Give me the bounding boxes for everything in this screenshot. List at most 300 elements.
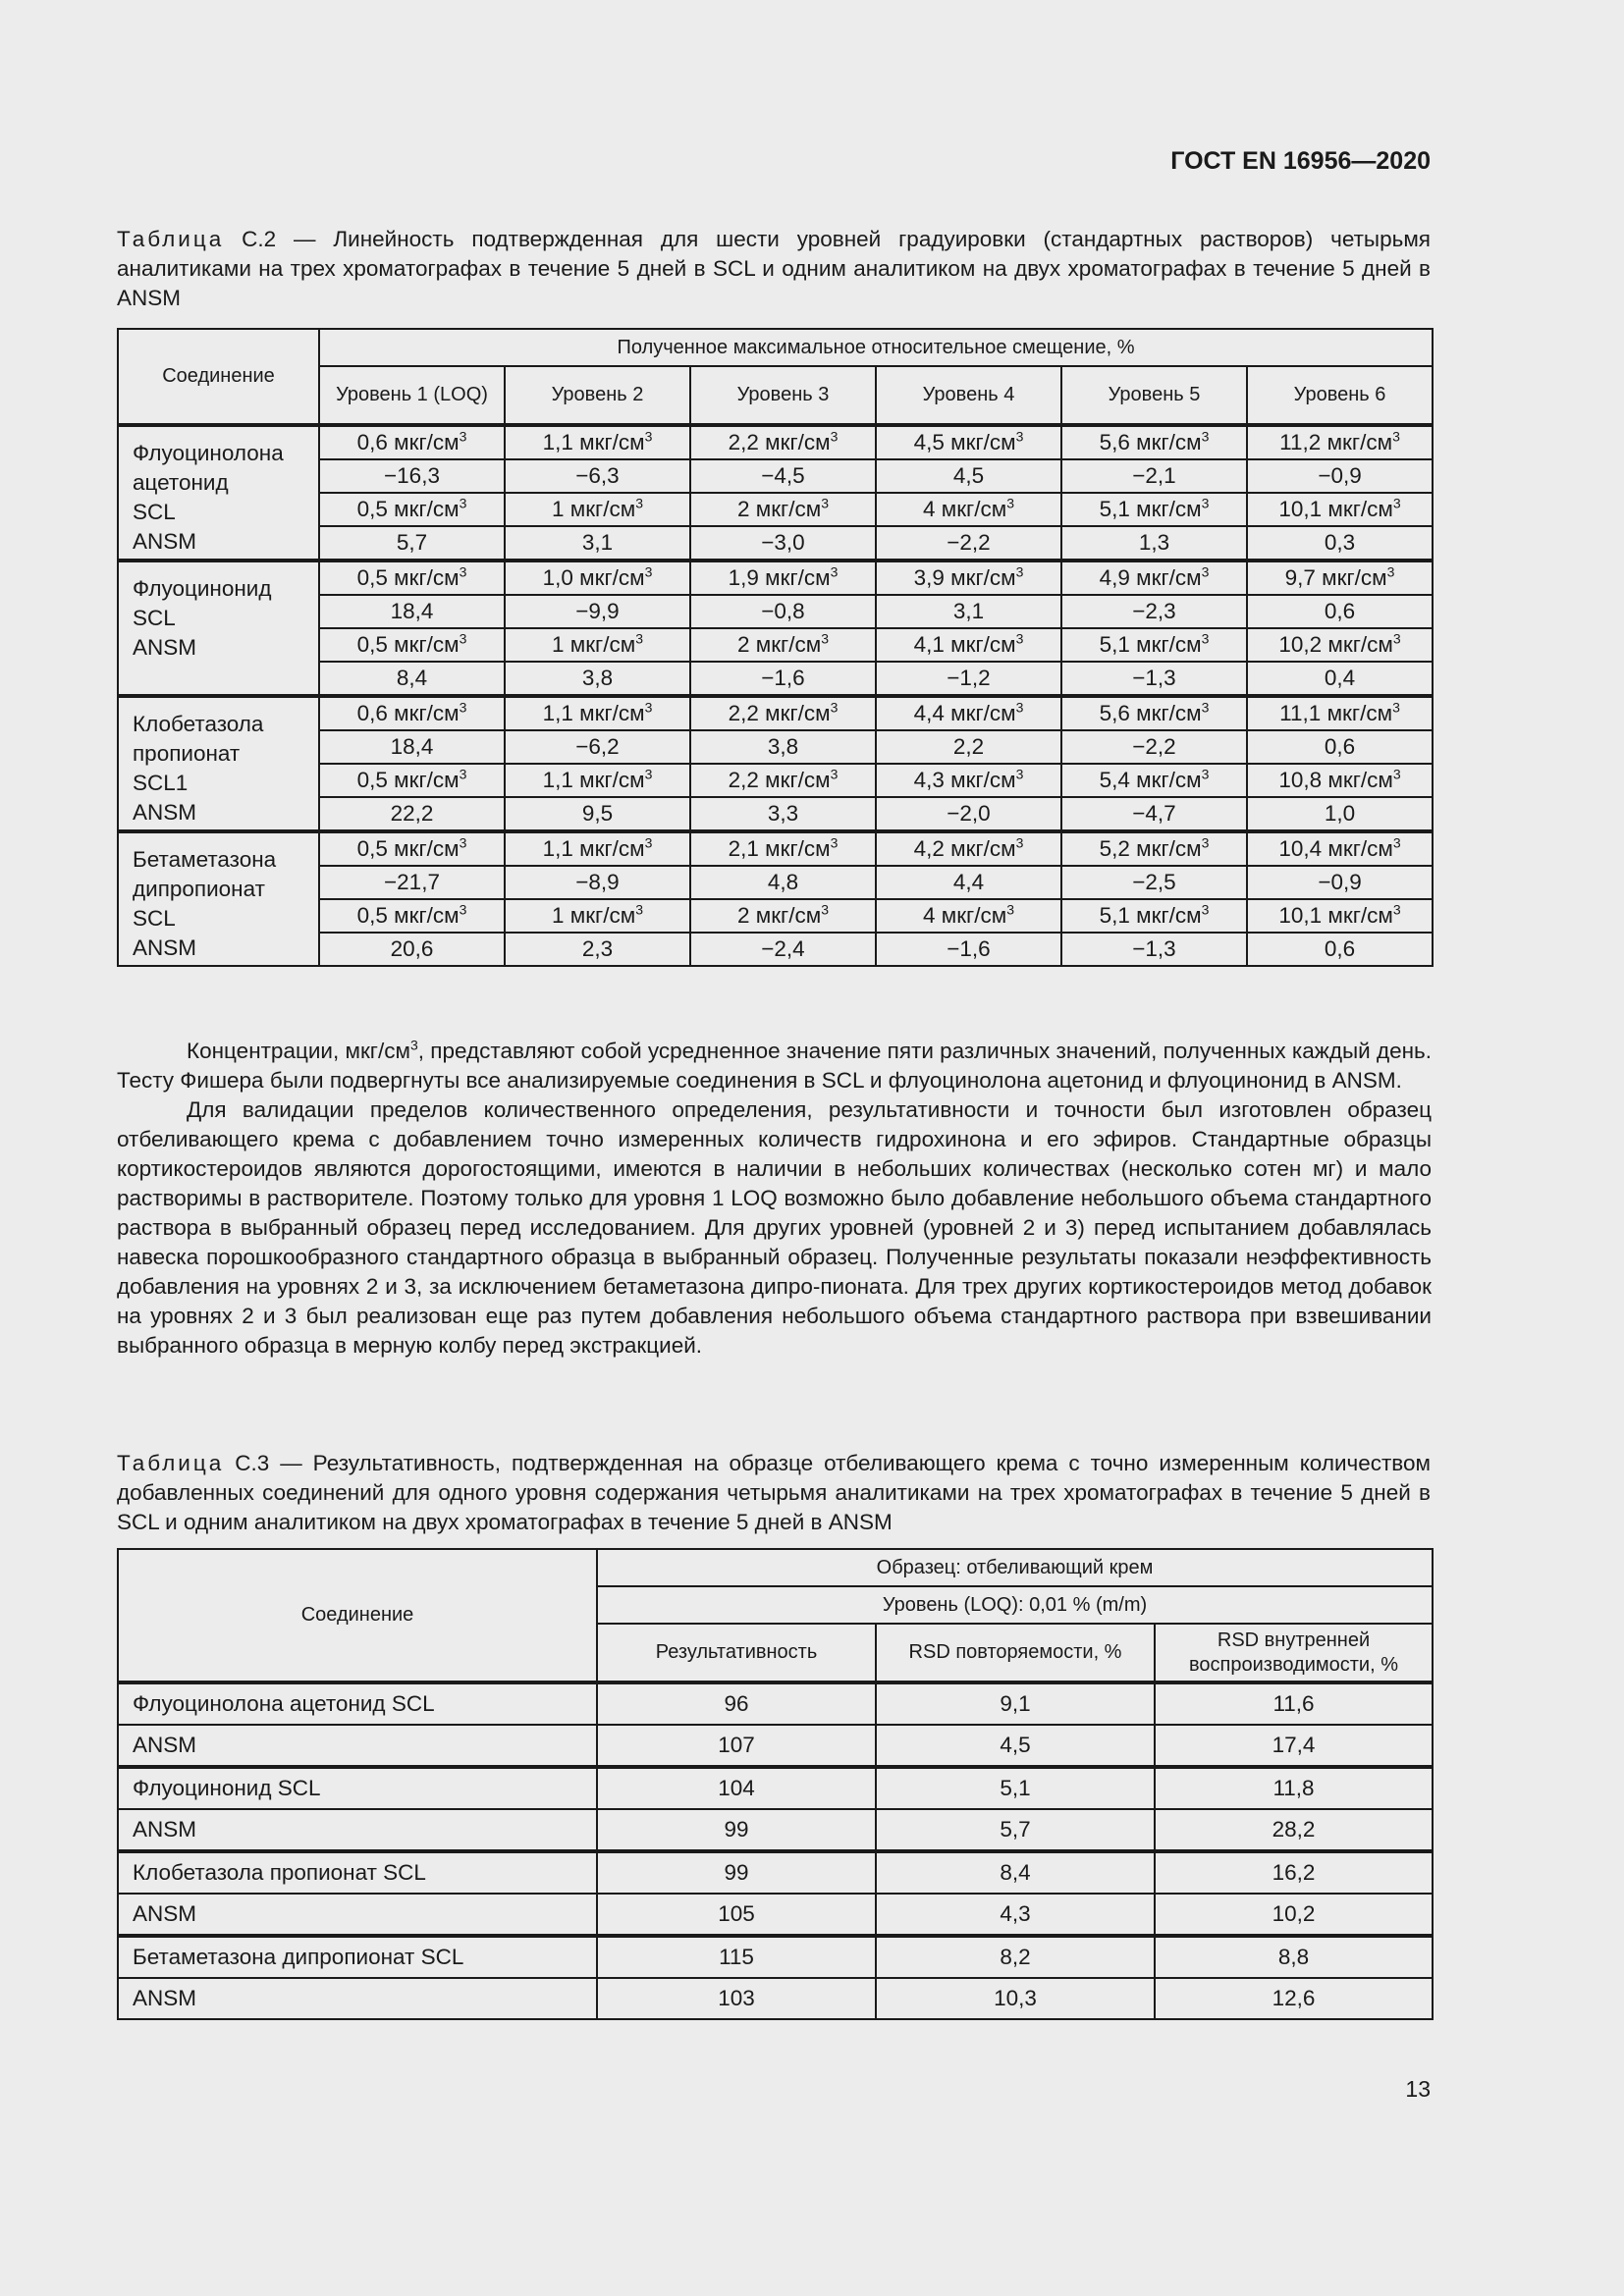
table2-rsd-reproducibility-header <box>1155 1624 1433 1682</box>
unit-exponent: 3 <box>1392 766 1401 782</box>
cell-value: −1,2 <box>947 666 991 690</box>
table1-row <box>118 561 1433 595</box>
unit-exponent: 3 <box>635 901 644 918</box>
concentration-cell <box>1061 696 1247 730</box>
concentration-cell <box>505 831 690 866</box>
table1-row <box>118 696 1433 730</box>
cell-value: 22,2 <box>390 801 434 826</box>
concentration-cell <box>876 561 1061 595</box>
unit-exponent: 3 <box>635 495 644 511</box>
bias-cell <box>1061 459 1247 493</box>
bias-cell <box>876 797 1061 831</box>
unit-label: мкг/см <box>755 903 822 928</box>
cell-value: 10,2 <box>1278 632 1323 657</box>
bias-cell <box>690 459 876 493</box>
cell-value: 1,9 <box>728 565 759 590</box>
concentration-cell <box>690 425 876 459</box>
cell-value: 0,6 <box>1324 734 1356 759</box>
bias-cell <box>690 797 876 831</box>
table2-caption <box>117 1449 1431 1537</box>
value-cell: 99 <box>597 1809 876 1851</box>
unit-exponent: 3 <box>1392 630 1401 647</box>
bias-cell <box>505 662 690 696</box>
unit-label: мкг/см <box>1136 903 1202 928</box>
concentration-cell <box>1061 764 1247 797</box>
concentration-cell <box>876 764 1061 797</box>
compound-name-line: SCL1 <box>133 771 189 795</box>
bias-cell <box>1247 595 1433 628</box>
cell-value: 1 <box>551 632 565 657</box>
bias-cell <box>1061 595 1247 628</box>
cell-value: −2,2 <box>1132 734 1176 759</box>
concentration-cell <box>505 425 690 459</box>
unit-label: мкг/см <box>394 430 460 454</box>
table2-sample-header: Образец: отбеливающий крем <box>597 1549 1433 1586</box>
value-cell: 9,1 <box>876 1682 1155 1725</box>
bias-cell <box>690 730 876 764</box>
compound-name-cell <box>118 696 319 831</box>
bias-cell <box>1247 797 1433 831</box>
bias-cell <box>1061 730 1247 764</box>
unit-exponent: 3 <box>1201 766 1210 782</box>
unit-label: мкг/см <box>765 430 831 454</box>
unit-label: мкг/см <box>1322 565 1387 590</box>
bias-cell <box>505 797 690 831</box>
bias-cell <box>319 526 505 561</box>
bias-cell <box>1247 526 1433 561</box>
unit-label: мкг/см <box>579 836 645 861</box>
concentration-cell <box>505 561 690 595</box>
rsd-header-line: воспроизводимости, % <box>1189 1653 1398 1676</box>
unit-label: мкг/см <box>394 768 460 792</box>
bias-cell <box>876 459 1061 493</box>
compound-name-line: Флуоцинолона <box>133 441 284 465</box>
unit-label: мкг/см <box>394 701 460 725</box>
cell-value: −4,5 <box>761 463 805 488</box>
unit-label: мкг/см <box>569 497 636 521</box>
bias-cell <box>690 933 876 966</box>
value-cell: 115 <box>597 1936 876 1978</box>
concentration-cell <box>505 628 690 662</box>
compound-name-cell <box>118 561 319 696</box>
cell-value: 1 <box>551 903 565 928</box>
unit-label: мкг/см <box>1136 768 1202 792</box>
bias-cell <box>505 459 690 493</box>
concentration-cell <box>1247 696 1433 730</box>
unit-label: мкг/см <box>394 632 460 657</box>
bias-cell <box>505 526 690 561</box>
cell-value: 11,1 <box>1279 701 1322 725</box>
bias-cell <box>505 933 690 966</box>
unit-exponent: 3 <box>644 766 653 782</box>
table2-level-header: Уровень (LOQ): 0,01 % (m/m) <box>597 1586 1433 1624</box>
cell-value: 11,2 <box>1279 430 1322 454</box>
unit-label: мкг/см <box>950 836 1016 861</box>
bias-cell <box>876 933 1061 966</box>
rsd-header-line: RSD внутренней <box>1217 1629 1371 1651</box>
unit-label: мкг/см <box>941 497 1007 521</box>
unit-label: мкг/см <box>765 565 831 590</box>
table2-compound-header: Соединение <box>118 1549 597 1682</box>
unit-exponent: 3 <box>1015 834 1024 851</box>
table1-level-header: Уровень 1 (LOQ) <box>319 366 505 425</box>
compound-name-cell <box>118 831 319 966</box>
cell-value: −2,2 <box>947 530 991 555</box>
compound-name-cell <box>118 425 319 561</box>
bias-cell <box>876 595 1061 628</box>
cell-value: −2,1 <box>1132 463 1176 488</box>
table2-rsd-repeatability-header: RSD повторяемости, % <box>876 1624 1155 1682</box>
unit-exponent: 3 <box>830 428 839 445</box>
unit-label: мкг/см <box>394 903 460 928</box>
cell-value: 2 <box>736 632 750 657</box>
compound-name-line: Клобетазола <box>133 712 264 736</box>
unit-label: мкг/см <box>579 565 645 590</box>
cell-value: −1,3 <box>1132 936 1176 961</box>
concentration-cell <box>319 493 505 526</box>
bias-cell <box>690 526 876 561</box>
cell-value: −16,3 <box>384 463 440 488</box>
unit-label: мкг/см <box>1136 430 1202 454</box>
cell-value: −0,8 <box>761 599 805 623</box>
unit-exponent: 3 <box>830 834 839 851</box>
unit-label: мкг/см <box>755 632 822 657</box>
unit-exponent: 3 <box>459 495 467 511</box>
compound-name-line: пропионат <box>133 741 241 766</box>
cell-value: −3,0 <box>761 530 805 555</box>
unit-exponent: 3 <box>1006 901 1015 918</box>
concentration-cell <box>1247 831 1433 866</box>
unit-label: мкг/см <box>394 836 460 861</box>
cell-value: 5,1 <box>1099 903 1130 928</box>
unit-label: мкг/см <box>1327 903 1393 928</box>
bias-cell <box>1061 526 1247 561</box>
value-cell: 5,7 <box>876 1809 1155 1851</box>
compound-name-line: Флуоцинонид <box>133 576 272 601</box>
cell-value: 2 <box>736 497 750 521</box>
bias-cell <box>1247 933 1433 966</box>
unit-exponent: 3 <box>644 428 653 445</box>
unit-label: мкг/см <box>1327 768 1393 792</box>
unit-exponent: 3 <box>1201 901 1210 918</box>
unit-label: мкг/см <box>394 497 460 521</box>
value-cell: 8,2 <box>876 1936 1155 1978</box>
cell-value: 3,9 <box>913 565 945 590</box>
unit-exponent: 3 <box>1392 428 1400 445</box>
table2-row <box>118 1936 1433 1978</box>
unit-exponent: 3 <box>1201 563 1210 580</box>
cell-value: 0,4 <box>1324 666 1356 690</box>
table1-level-header: Уровень 2 <box>505 366 690 425</box>
cell-value: 1,1 <box>542 430 573 454</box>
concentration-cell <box>505 493 690 526</box>
value-cell: 4,5 <box>876 1725 1155 1767</box>
cell-value: 10,4 <box>1278 836 1323 861</box>
value-cell: 10,2 <box>1155 1894 1433 1936</box>
cell-value: 3,8 <box>767 734 799 759</box>
table1-row <box>118 425 1433 459</box>
unit-exponent: 3 <box>644 699 653 716</box>
value-cell: 96 <box>597 1682 876 1725</box>
concentration-cell <box>319 831 505 866</box>
cell-value: 2,2 <box>728 768 759 792</box>
bias-cell <box>319 933 505 966</box>
concentration-cell <box>1061 628 1247 662</box>
concentration-cell <box>1247 493 1433 526</box>
cell-value: −4,7 <box>1132 801 1176 826</box>
cell-value: 10,1 <box>1278 497 1323 521</box>
unit-label: мкг/см <box>1136 497 1202 521</box>
concentration-cell <box>876 831 1061 866</box>
table1-level-header: Уровень 5 <box>1061 366 1247 425</box>
cell-value: 0,5 <box>356 632 388 657</box>
compound-name-line: SCL <box>133 906 176 931</box>
cell-value: −0,9 <box>1318 870 1362 894</box>
bias-cell <box>1247 459 1433 493</box>
value-cell: 99 <box>597 1851 876 1894</box>
table1-caption-label: Таблица <box>117 227 225 251</box>
cell-value: 5,2 <box>1099 836 1130 861</box>
cell-value: 1,1 <box>542 701 573 725</box>
unit-label: мкг/см <box>1327 836 1393 861</box>
cell-value: 10,8 <box>1278 768 1323 792</box>
concentration-cell <box>1247 561 1433 595</box>
bias-cell <box>319 866 505 899</box>
bias-cell <box>1061 866 1247 899</box>
value-cell: 11,6 <box>1155 1682 1433 1725</box>
concentration-cell <box>1061 561 1247 595</box>
bias-cell <box>319 662 505 696</box>
unit-label: мкг/см <box>569 903 636 928</box>
concentration-cell <box>690 764 876 797</box>
cell-value: 5,1 <box>1099 497 1130 521</box>
value-cell: 104 <box>597 1767 876 1809</box>
unit-exponent: 3 <box>459 428 467 445</box>
value-cell: 28,2 <box>1155 1809 1433 1851</box>
unit-exponent: 3 <box>459 834 467 851</box>
concentration-cell <box>1247 425 1433 459</box>
cell-value: 1 <box>551 497 565 521</box>
unit-exponent: 3 <box>1015 563 1024 580</box>
bias-cell <box>505 595 690 628</box>
recovery-table <box>117 1548 1434 2020</box>
cell-value: 4,8 <box>767 870 799 894</box>
concentration-cell <box>1061 425 1247 459</box>
compound-name-line: дипропионат <box>133 877 265 901</box>
unit-exponent: 3 <box>459 630 467 647</box>
paragraph-2: Для валидации пределов количественного определения, результативности и точности был изготовлен образец отбеливающего крема с добавлением точно измеренных количеств гидрохинона и его эфиров. Стандартные образцы кортикостероидов являются дорогостоящими, имеются в наличии в небольших количествах (несколько сотен мг) и мало растворимы в растворителе. Поэтому только для уровня 1 LOQ возможно было добавление небольшого объема стандартного раствора в выбранный образец перед исследованием. Для других уровней (уровней 2 и 3) перед испытанием добавлялась навеска порошкообразного стандартного образца в выбранный образец. Полученные результаты показали неэффективность добавления на уровнях 2 и 3, за исключением бетаметазона дипро-пионата. Для трех других кортикостероидов метод добавок на уровнях 2 и 3 был реализован еще раз путем добавления небольшого объема стандартного раствора при взвешивании выбранного образца в мерную колбу перед экстракцией. <box>117 1097 1432 1358</box>
cell-value: 1,3 <box>1138 530 1170 555</box>
cell-value: −2,5 <box>1132 870 1176 894</box>
cell-value: 4,4 <box>952 870 985 894</box>
unit-label: мкг/см <box>1327 497 1393 521</box>
unit-exponent: 3 <box>821 495 830 511</box>
cell-value: −21,7 <box>384 870 440 894</box>
unit-exponent: 3 <box>830 699 839 716</box>
compound-name-cell: Флуоцинонид SCL <box>118 1767 597 1809</box>
concentration-cell <box>1247 764 1433 797</box>
concentration-cell <box>876 628 1061 662</box>
value-cell: 12,6 <box>1155 1978 1433 2019</box>
unit-label: мкг/см <box>765 836 831 861</box>
cell-value: −2,3 <box>1132 599 1176 623</box>
concentration-cell <box>876 899 1061 933</box>
compound-name-line: ANSM <box>133 529 197 554</box>
cell-value: 4,1 <box>913 632 945 657</box>
table1-level-header: Уровень 4 <box>876 366 1061 425</box>
paragraph-1-end: , представляют собой усредненное значение пяти различных значений, полученных каждый день. Тесту Фишера были подвергнуты все анализируемые соединения в SCL и флуоцинолона ацетонид и флуоцинонид в ANSM. <box>117 1039 1432 1093</box>
value-cell: 11,8 <box>1155 1767 1433 1809</box>
paragraph-1 <box>117 1037 1432 1095</box>
unit-exponent: 3 <box>1392 699 1400 716</box>
cell-value: 1,0 <box>1324 801 1356 826</box>
unit-exponent: 3 <box>1392 901 1401 918</box>
compound-name-line: ANSM <box>133 635 197 660</box>
bias-cell <box>876 730 1061 764</box>
value-cell: 17,4 <box>1155 1725 1433 1767</box>
cell-value: 10,1 <box>1278 903 1323 928</box>
table1-level-header: Уровень 6 <box>1247 366 1433 425</box>
bias-cell <box>319 730 505 764</box>
unit-exponent: 3 <box>1201 630 1210 647</box>
concentration-cell <box>690 493 876 526</box>
unit-exponent: 3 <box>644 563 653 580</box>
cell-value: 5,7 <box>396 530 428 555</box>
unit-label: мкг/см <box>755 497 822 521</box>
cell-value: 0,5 <box>356 768 388 792</box>
cell-value: −9,9 <box>575 599 620 623</box>
cell-value: −6,3 <box>575 463 620 488</box>
concentration-cell <box>1061 831 1247 866</box>
concentration-cell <box>876 696 1061 730</box>
unit-label: мкг/см <box>1326 701 1393 725</box>
compound-name-cell: Флуоцинолона ацетонид SCL <box>118 1682 597 1725</box>
compound-name-line: ацетонид <box>133 470 229 495</box>
unit-exponent: 3 <box>1201 428 1210 445</box>
compound-name-cell: Бетаметазона дипропионат SCL <box>118 1936 597 1978</box>
cell-value: 9,5 <box>581 801 614 826</box>
unit-exponent: 3 <box>459 901 467 918</box>
cell-value: 4,5 <box>913 430 945 454</box>
cell-value: 2,2 <box>728 701 759 725</box>
bias-cell <box>690 662 876 696</box>
compound-name-line: Бетаметазона <box>133 847 277 872</box>
cell-value: 0,6 <box>356 701 388 725</box>
bias-cell <box>319 595 505 628</box>
concentration-cell <box>319 696 505 730</box>
cell-value: 1,0 <box>542 565 573 590</box>
cell-value: 0,6 <box>1324 936 1356 961</box>
unit-exponent: 3 <box>1392 495 1401 511</box>
unit-exponent: 3 <box>1015 766 1024 782</box>
concentration-cell <box>690 561 876 595</box>
compound-name-line: SCL <box>133 606 176 630</box>
unit-label: мкг/см <box>941 903 1007 928</box>
table2-row <box>118 1894 1433 1936</box>
unit-exponent: 3 <box>1015 699 1024 716</box>
unit-label: мкг/см <box>1326 430 1393 454</box>
compound-name-cell: ANSM <box>118 1725 597 1767</box>
unit-exponent: 3 <box>830 766 839 782</box>
table1-compound-header: Соединение <box>118 329 319 425</box>
bias-cell <box>319 459 505 493</box>
concentration-cell <box>319 425 505 459</box>
unit-exponent: 3 <box>409 1037 418 1053</box>
unit-exponent: 3 <box>821 630 830 647</box>
unit-exponent: 3 <box>1015 630 1024 647</box>
cell-value: 1,1 <box>542 768 573 792</box>
compound-name-cell: ANSM <box>118 1809 597 1851</box>
bias-cell <box>505 866 690 899</box>
concentration-cell <box>319 764 505 797</box>
cell-value: 4,9 <box>1099 565 1130 590</box>
unit-label: мкг/см <box>579 701 645 725</box>
cell-value: 4,4 <box>913 701 945 725</box>
cell-value: 0,6 <box>356 430 388 454</box>
cell-value: 20,6 <box>390 936 434 961</box>
concentration-cell <box>690 831 876 866</box>
cell-value: 8,4 <box>396 666 428 690</box>
unit-label: мкг/см <box>765 701 831 725</box>
cell-value: −2,4 <box>761 936 805 961</box>
concentration-cell <box>876 493 1061 526</box>
cell-value: 2,2 <box>952 734 985 759</box>
concentration-cell <box>319 899 505 933</box>
unit-label: мкг/см <box>1136 701 1202 725</box>
cell-value: −0,9 <box>1318 463 1362 488</box>
bias-cell <box>876 662 1061 696</box>
unit-exponent: 3 <box>1015 428 1024 445</box>
concentration-cell <box>319 628 505 662</box>
concentration-cell <box>1061 899 1247 933</box>
cell-value: −8,9 <box>575 870 620 894</box>
table2-caption-label: Таблица <box>117 1451 225 1475</box>
value-cell: 16,2 <box>1155 1851 1433 1894</box>
unit-exponent: 3 <box>459 766 467 782</box>
compound-name-line: ANSM <box>133 935 197 960</box>
concentration-cell <box>1247 628 1433 662</box>
unit-label: мкг/см <box>950 632 1016 657</box>
value-cell: 4,3 <box>876 1894 1155 1936</box>
cell-value: 5,6 <box>1099 430 1130 454</box>
bias-cell <box>690 595 876 628</box>
unit-label: мкг/см <box>569 632 636 657</box>
linearity-table <box>117 328 1434 967</box>
bias-cell <box>1061 662 1247 696</box>
cell-value: −6,2 <box>575 734 620 759</box>
table2-row <box>118 1851 1433 1894</box>
cell-value: 3,8 <box>581 666 614 690</box>
cell-value: 4,2 <box>913 836 945 861</box>
concentration-cell <box>505 764 690 797</box>
table2-row <box>118 1682 1433 1725</box>
table2-caption-text: C.3 — Результативность, подтвержденная на образце отбеливающего крема с точно измеренным количеством добавленных соединений для одного уровня содержания четырьмя аналитиками на трех хроматографах в течение 5 дней в SCL и одним аналитиком на двух хроматографах в течение 5 дней в ANSM <box>117 1451 1431 1534</box>
unit-exponent: 3 <box>459 699 467 716</box>
bias-cell <box>1061 797 1247 831</box>
cell-value: 0,5 <box>356 565 388 590</box>
table2-row <box>118 1809 1433 1851</box>
cell-value: 4 <box>922 497 936 521</box>
unit-exponent: 3 <box>1201 834 1210 851</box>
cell-value: 3,3 <box>767 801 799 826</box>
value-cell: 8,4 <box>876 1851 1155 1894</box>
compound-name-cell: Клобетазола пропионат SCL <box>118 1851 597 1894</box>
unit-label: мкг/см <box>1136 632 1202 657</box>
compound-name-cell: ANSM <box>118 1894 597 1936</box>
unit-label: мкг/см <box>579 430 645 454</box>
concentration-cell <box>319 561 505 595</box>
unit-exponent: 3 <box>1201 699 1210 716</box>
